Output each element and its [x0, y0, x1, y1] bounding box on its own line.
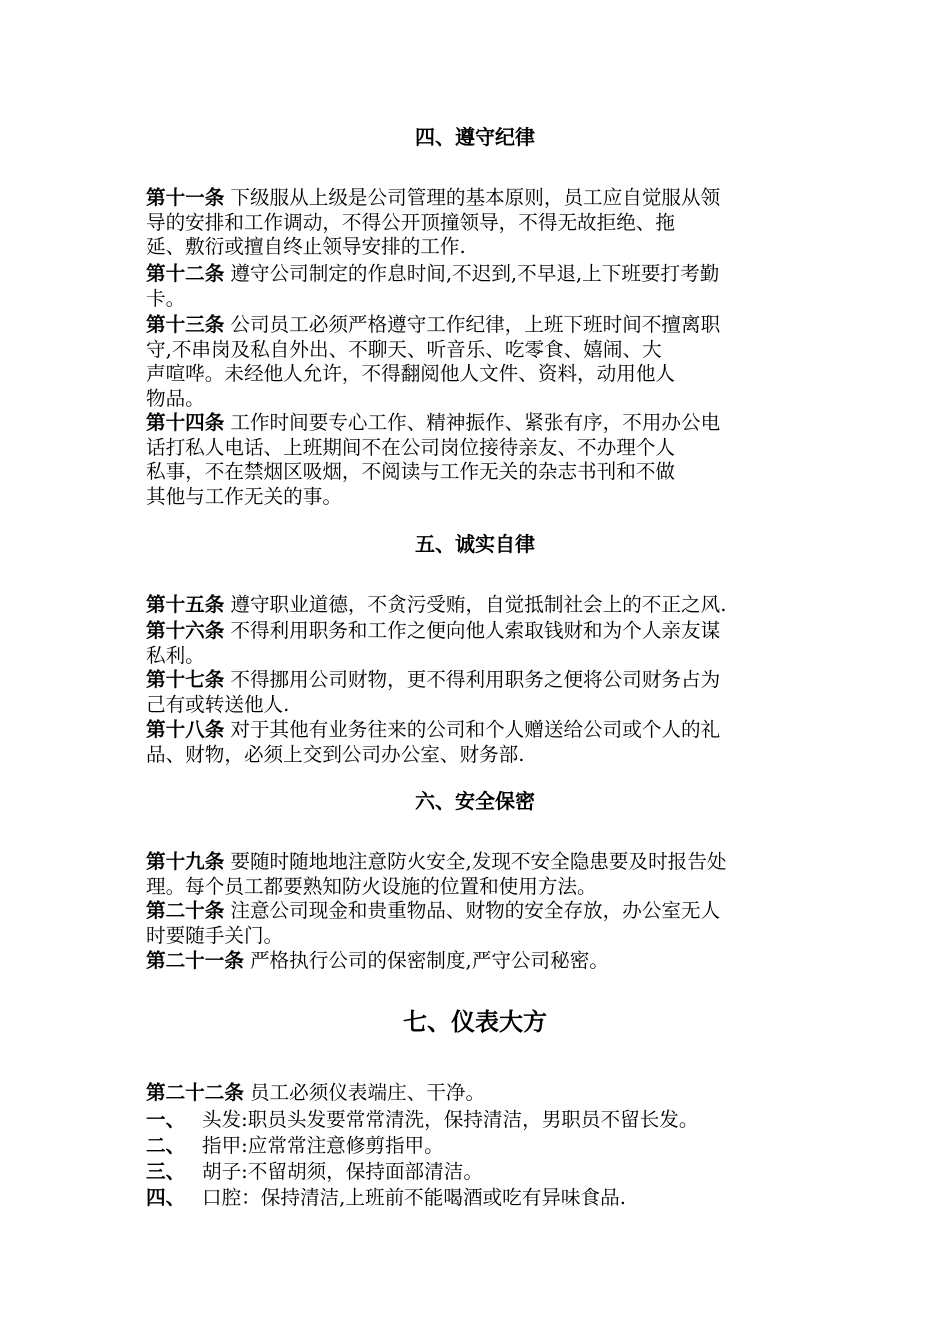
section-heading-discipline: 四、遵守纪律 — [415, 125, 535, 149]
article-number: 第二十条 — [146, 899, 225, 922]
article-line: 守,不串岗及私自外出、不聊天、听音乐、吃零食、嬉闹、大 — [146, 337, 662, 361]
section-heading-appearance: 七、仪表大方 — [403, 1008, 547, 1036]
article-line: 第十一条 下级服从上级是公司管理的基本原则，员工应自觉服从领 — [146, 186, 721, 209]
list-marker: 三、 — [146, 1160, 186, 1183]
article-number: 第二十二条 — [146, 1081, 244, 1104]
article-line: 卡。 — [146, 286, 186, 310]
article-line: 第十七条 不得挪用公司财物，更不得利用职务之便将公司财务占为 — [146, 668, 721, 691]
article-line: 第十五条 遵守职业道德，不贪污受贿，自觉抵制社会上的不正之风. — [146, 593, 727, 616]
article-line: 话打私人电话、上班期间不在公司岗位接待亲友、不办理个人 — [146, 435, 676, 459]
article-line: 时要随手关门。 — [146, 923, 284, 947]
article-15 — [146, 593, 812, 618]
article-line: 其他与工作无关的事。 — [146, 484, 342, 508]
article-line: 私利。 — [146, 643, 205, 667]
article-line: 延、敷衍或擅自终止领导安排的工作. — [146, 235, 466, 259]
list-marker: 二、 — [146, 1134, 186, 1157]
article-line: 品、财物，必须上交到公司办公室、财务部. — [146, 742, 525, 766]
article-line: 理。每个员工都要熟知防火设施的位置和使用方法。 — [146, 874, 597, 898]
article-number: 第十四条 — [146, 411, 225, 434]
section-heading-security: 六、安全保密 — [415, 789, 535, 813]
article-line: 导的安排和工作调动，不得公开顶撞领导，不得无故拒绝、拖 — [146, 210, 676, 234]
list-marker: 一、 — [146, 1108, 186, 1131]
list-item-text: 指甲:应常常注意修剪指甲。 — [202, 1134, 444, 1157]
article-18 — [146, 718, 812, 767]
article-number: 第十二条 — [146, 262, 225, 285]
article-line: 第十四条 工作时间要专心工作、精神振作、紧张有序，不用办公电 — [146, 411, 721, 434]
list-item-mouth — [146, 1185, 806, 1211]
article-line: 物品。 — [146, 386, 205, 410]
article-17 — [146, 668, 812, 717]
article-16 — [146, 619, 812, 668]
article-19 — [146, 850, 812, 899]
article-line: 第二十条 注意公司现金和贵重物品、财物的安全存放，办公室无人 — [146, 899, 721, 922]
article-22 — [146, 1081, 812, 1106]
article-number: 第十三条 — [146, 313, 225, 336]
article-21 — [146, 949, 812, 974]
article-20 — [146, 899, 812, 948]
article-11 — [146, 186, 812, 260]
article-line: 第二十一条 严格执行公司的保密制度,严守公司秘密。 — [146, 949, 609, 972]
list-item-text: 胡子:不留胡须，保持面部清洁。 — [202, 1160, 483, 1183]
article-12 — [146, 262, 812, 311]
article-line: 第十三条 公司员工必须严格遵守工作纪律，上班下班时间不擅离职 — [146, 313, 721, 336]
article-line: 第十二条 遵守公司制定的作息时间,不迟到,不早退,上下班要打考勤 — [146, 262, 720, 285]
list-item-text: 口腔：保持清洁,上班前不能喝酒或吃有异味食品. — [202, 1186, 626, 1209]
article-line: 声喧哗。未经他人允许，不得翻阅他人文件、资料，动用他人 — [146, 362, 676, 386]
article-number: 第十九条 — [146, 850, 225, 873]
article-number: 第十五条 — [146, 593, 225, 616]
article-number: 第二十一条 — [146, 949, 244, 972]
article-13 — [146, 313, 812, 411]
article-number: 第十七条 — [146, 668, 225, 691]
article-line: 第二十二条 员工必须仪表端庄、干净。 — [146, 1081, 486, 1104]
list-item-nails — [146, 1133, 806, 1159]
list-marker: 四、 — [146, 1186, 186, 1209]
list-item-beard — [146, 1159, 806, 1185]
section-heading-honesty: 五、诚实自律 — [415, 532, 535, 556]
article-line: 私事，不在禁烟区吸烟，不阅读与工作无关的杂志书刊和不做 — [146, 460, 676, 484]
article-number: 第十六条 — [146, 619, 225, 642]
article-line: 第十六条 不得利用职务和工作之便向他人索取钱财和为个人亲友谋 — [146, 619, 721, 642]
article-line: 第十九条 要随时随地地注意防火安全,发现不安全隐患要及时报告处 — [146, 850, 727, 873]
article-line: 第十八条 对于其他有业务往来的公司和个人赠送给公司或个人的礼 — [146, 718, 721, 741]
article-14 — [146, 411, 812, 509]
article-number: 第十一条 — [146, 186, 225, 209]
list-item-hair — [146, 1107, 806, 1133]
list-item-text: 头发:职员头发要常常清洗，保持清洁，男职员不留长发。 — [202, 1108, 699, 1131]
article-line: 己有或转送他人. — [146, 692, 290, 716]
article-number: 第十八条 — [146, 718, 225, 741]
